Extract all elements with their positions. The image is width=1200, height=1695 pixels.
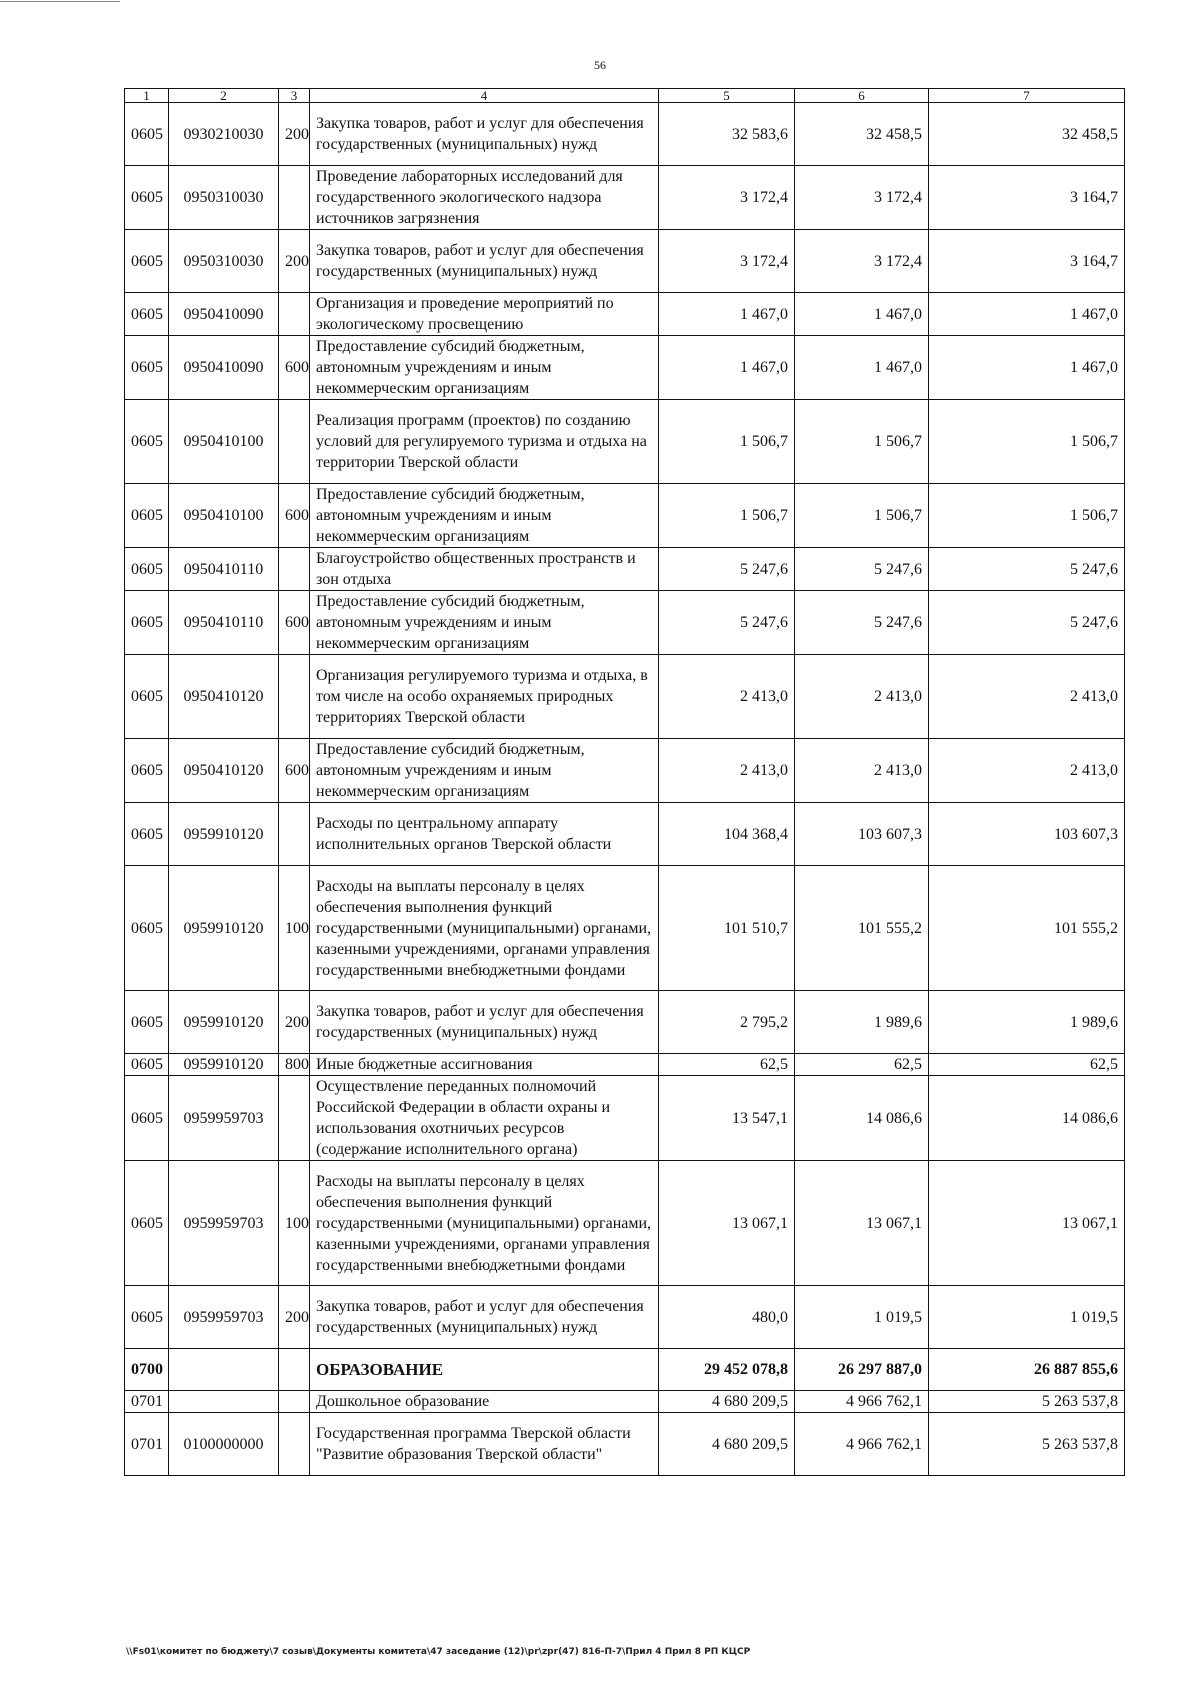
target-article-code: 0930210030 (169, 103, 279, 166)
expense-type-code (279, 293, 310, 336)
amount-year-3: 2 413,0 (929, 739, 1125, 803)
expense-type-code (279, 1391, 310, 1413)
expense-name: Расходы по центральному аппарату исполнительных органов Тверской области (310, 803, 659, 866)
expense-type-code (279, 655, 310, 739)
amount-year-2: 4 966 762,1 (795, 1391, 929, 1413)
expense-name: Реализация программ (проектов) по созданию условий для регулируемого туризма и отдыха на территории Тверской области (310, 400, 659, 484)
amount-year-3: 3 164,7 (929, 166, 1125, 230)
section-code: 0605 (125, 336, 169, 400)
amount-year-2: 4 966 762,1 (795, 1413, 929, 1476)
expense-name: Предоставление субсидий бюджетным, автономным учреждениям и иным некоммерческим организациям (310, 739, 659, 803)
section-code: 0605 (125, 103, 169, 166)
section-code: 0605 (125, 866, 169, 991)
target-article-code: 0959910120 (169, 803, 279, 866)
amount-year-2: 1 506,7 (795, 484, 929, 548)
expense-name: Закупка товаров, работ и услуг для обеспечения государственных (муниципальных) нужд (310, 991, 659, 1054)
amount-year-3: 101 555,2 (929, 866, 1125, 991)
file-path-footer: \\Fs01\комитет по бюджету\7 созыв\Документы комитета\47 заседание (12)\pr\zpr(47) 816-П-7\Прил 4 Прил 8 РП КЦСР (126, 1647, 751, 1657)
section-code: 0605 (125, 484, 169, 548)
expense-name: Государственная программа Тверской области "Развитие образования Тверской области" (310, 1413, 659, 1476)
expense-name: Закупка товаров, работ и услуг для обеспечения государственных (муниципальных) нужд (310, 230, 659, 293)
amount-year-2: 13 067,1 (795, 1161, 929, 1286)
section-code: 0605 (125, 803, 169, 866)
expense-type-code: 200 (279, 991, 310, 1054)
section-code: 0701 (125, 1391, 169, 1413)
amount-year-1: 104 368,4 (659, 803, 795, 866)
target-article-code: 0950310030 (169, 230, 279, 293)
expense-type-code (279, 1076, 310, 1161)
amount-year-3: 1 506,7 (929, 484, 1125, 548)
column-number: 5 (659, 89, 795, 103)
expense-type-code: 600 (279, 336, 310, 400)
column-number: 6 (795, 89, 929, 103)
amount-year-2: 1 467,0 (795, 293, 929, 336)
expense-type-code: 600 (279, 739, 310, 803)
amount-year-1: 5 247,6 (659, 548, 795, 591)
amount-year-2: 1 467,0 (795, 336, 929, 400)
amount-year-3: 1 506,7 (929, 400, 1125, 484)
amount-year-3: 3 164,7 (929, 230, 1125, 293)
table-row (125, 1076, 1125, 1161)
expense-type-code: 100 (279, 866, 310, 991)
table-row (125, 591, 1125, 655)
section-code: 0605 (125, 655, 169, 739)
section-code: 0700 (125, 1349, 169, 1391)
table-row (125, 1349, 1125, 1391)
target-article-code: 0959910120 (169, 991, 279, 1054)
section-code: 0605 (125, 400, 169, 484)
expense-type-code (279, 400, 310, 484)
amount-year-2: 1 506,7 (795, 400, 929, 484)
expense-name: Расходы на выплаты персоналу в целях обеспечения выполнения функций государственными (муниципальными) органами, казенными учреждениями, органами управления государственными внебюджетными фондами (310, 1161, 659, 1286)
amount-year-3: 1 467,0 (929, 293, 1125, 336)
table-row (125, 400, 1125, 484)
section-code: 0701 (125, 1413, 169, 1476)
table-row (125, 166, 1125, 230)
target-article-code: 0959959703 (169, 1286, 279, 1349)
target-article-code: 0950410100 (169, 484, 279, 548)
amount-year-2: 62,5 (795, 1054, 929, 1076)
table-row (125, 230, 1125, 293)
section-code: 0605 (125, 739, 169, 803)
amount-year-2: 14 086,6 (795, 1076, 929, 1161)
target-article-code: 0950410120 (169, 739, 279, 803)
expense-name: Благоустройство общественных пространств и зон отдыха (310, 548, 659, 591)
target-article-code: 0950410090 (169, 293, 279, 336)
column-number: 2 (169, 89, 279, 103)
amount-year-1: 5 247,6 (659, 591, 795, 655)
amount-year-1: 3 172,4 (659, 230, 795, 293)
amount-year-2: 32 458,5 (795, 103, 929, 166)
section-code: 0605 (125, 1286, 169, 1349)
budget-table (124, 88, 1125, 1476)
target-article-code: 0959910120 (169, 1054, 279, 1076)
amount-year-2: 2 413,0 (795, 655, 929, 739)
section-code: 0605 (125, 591, 169, 655)
expense-type-code (279, 1349, 310, 1391)
amount-year-2: 26 297 887,0 (795, 1349, 929, 1391)
amount-year-1: 1 506,7 (659, 400, 795, 484)
target-article-code: 0950410110 (169, 548, 279, 591)
amount-year-1: 62,5 (659, 1054, 795, 1076)
amount-year-2: 2 413,0 (795, 739, 929, 803)
expense-type-code (279, 166, 310, 230)
expense-name: Осуществление переданных полномочий Российской Федерации в области охраны и использования охотничьих ресурсов (содержание исполнительного органа) (310, 1076, 659, 1161)
amount-year-2: 3 172,4 (795, 166, 929, 230)
expense-name: Закупка товаров, работ и услуг для обеспечения государственных (муниципальных) нужд (310, 1286, 659, 1349)
amount-year-2: 1 019,5 (795, 1286, 929, 1349)
expense-name: Предоставление субсидий бюджетным, автономным учреждениям и иным некоммерческим организациям (310, 336, 659, 400)
expense-name: Предоставление субсидий бюджетным, автономным учреждениям и иным некоммерческим организациям (310, 484, 659, 548)
target-article-code: 0950410110 (169, 591, 279, 655)
table-row (125, 548, 1125, 591)
amount-year-3: 5 247,6 (929, 548, 1125, 591)
amount-year-1: 2 413,0 (659, 739, 795, 803)
table-row (125, 739, 1125, 803)
amount-year-3: 26 887 855,6 (929, 1349, 1125, 1391)
amount-year-2: 5 247,6 (795, 548, 929, 591)
amount-year-1: 1 467,0 (659, 336, 795, 400)
amount-year-1: 32 583,6 (659, 103, 795, 166)
amount-year-1: 101 510,7 (659, 866, 795, 991)
table-row (125, 866, 1125, 991)
section-code: 0605 (125, 293, 169, 336)
amount-year-2: 5 247,6 (795, 591, 929, 655)
table-row (125, 484, 1125, 548)
table-row (125, 1391, 1125, 1413)
section-code: 0605 (125, 1054, 169, 1076)
expense-name: Дошкольное образование (310, 1391, 659, 1413)
table-row (125, 103, 1125, 166)
amount-year-2: 101 555,2 (795, 866, 929, 991)
amount-year-1: 1 506,7 (659, 484, 795, 548)
expense-type-code: 200 (279, 103, 310, 166)
expense-type-code: 800 (279, 1054, 310, 1076)
amount-year-3: 5 263 537,8 (929, 1413, 1125, 1476)
amount-year-3: 14 086,6 (929, 1076, 1125, 1161)
amount-year-3: 2 413,0 (929, 655, 1125, 739)
expense-type-code: 600 (279, 484, 310, 548)
expense-type-code: 200 (279, 1286, 310, 1349)
amount-year-3: 5 263 537,8 (929, 1391, 1125, 1413)
amount-year-1: 29 452 078,8 (659, 1349, 795, 1391)
amount-year-3: 5 247,6 (929, 591, 1125, 655)
target-article-code: 0950310030 (169, 166, 279, 230)
target-article-code: 0959959703 (169, 1076, 279, 1161)
table-row (125, 1413, 1125, 1476)
amount-year-1: 13 547,1 (659, 1076, 795, 1161)
target-article-code: 0950410120 (169, 655, 279, 739)
amount-year-1: 2 413,0 (659, 655, 795, 739)
expense-type-code (279, 548, 310, 591)
amount-year-1: 3 172,4 (659, 166, 795, 230)
amount-year-3: 62,5 (929, 1054, 1125, 1076)
amount-year-3: 32 458,5 (929, 103, 1125, 166)
amount-year-3: 1 019,5 (929, 1286, 1125, 1349)
section-code: 0605 (125, 166, 169, 230)
expense-type-code: 200 (279, 230, 310, 293)
target-article-code: 0100000000 (169, 1413, 279, 1476)
page-number: 56 (594, 58, 606, 72)
table-row (125, 293, 1125, 336)
section-code: 0605 (125, 991, 169, 1054)
expense-name: Расходы на выплаты персоналу в целях обеспечения выполнения функций государственными (муниципальными) органами, казенными учреждениями, органами управления государственными внебюджетными фондами (310, 866, 659, 991)
column-number-row (125, 89, 1125, 103)
expense-name: Организация и проведение мероприятий по экологическому просвещению (310, 293, 659, 336)
amount-year-1: 2 795,2 (659, 991, 795, 1054)
column-number: 3 (279, 89, 310, 103)
section-code: 0605 (125, 1076, 169, 1161)
expense-name: ОБРАЗОВАНИЕ (310, 1349, 659, 1391)
table-row (125, 655, 1125, 739)
table-row (125, 1286, 1125, 1349)
table-row (125, 336, 1125, 400)
amount-year-3: 1 989,6 (929, 991, 1125, 1054)
expense-name: Организация регулируемого туризма и отдыха, в том числе на особо охраняемых природных территориях Тверской области (310, 655, 659, 739)
amount-year-3: 13 067,1 (929, 1161, 1125, 1286)
column-number: 4 (310, 89, 659, 103)
target-article-code (169, 1391, 279, 1413)
table-row (125, 1054, 1125, 1076)
amount-year-1: 4 680 209,5 (659, 1413, 795, 1476)
amount-year-2: 1 989,6 (795, 991, 929, 1054)
amount-year-3: 103 607,3 (929, 803, 1125, 866)
expense-type-code: 600 (279, 591, 310, 655)
amount-year-1: 480,0 (659, 1286, 795, 1349)
amount-year-3: 1 467,0 (929, 336, 1125, 400)
expense-name: Закупка товаров, работ и услуг для обеспечения государственных (муниципальных) нужд (310, 103, 659, 166)
table-row (125, 991, 1125, 1054)
target-article-code: 0950410090 (169, 336, 279, 400)
column-number: 1 (125, 89, 169, 103)
expense-name: Проведение лабораторных исследований для государственного экологического надзора источников загрязнения (310, 166, 659, 230)
expense-name: Иные бюджетные ассигнования (310, 1054, 659, 1076)
target-article-code: 0959959703 (169, 1161, 279, 1286)
table-row (125, 803, 1125, 866)
amount-year-1: 13 067,1 (659, 1161, 795, 1286)
amount-year-2: 103 607,3 (795, 803, 929, 866)
target-article-code: 0950410100 (169, 400, 279, 484)
amount-year-2: 3 172,4 (795, 230, 929, 293)
column-number: 7 (929, 89, 1125, 103)
scan-edge-line (0, 1, 120, 2)
expense-type-code: 100 (279, 1161, 310, 1286)
table-row (125, 1161, 1125, 1286)
expense-name: Предоставление субсидий бюджетным, автономным учреждениям и иным некоммерческим организациям (310, 591, 659, 655)
target-article-code (169, 1349, 279, 1391)
section-code: 0605 (125, 230, 169, 293)
section-code: 0605 (125, 548, 169, 591)
expense-type-code (279, 1413, 310, 1476)
amount-year-1: 4 680 209,5 (659, 1391, 795, 1413)
expense-type-code (279, 803, 310, 866)
section-code: 0605 (125, 1161, 169, 1286)
amount-year-1: 1 467,0 (659, 293, 795, 336)
target-article-code: 0959910120 (169, 866, 279, 991)
